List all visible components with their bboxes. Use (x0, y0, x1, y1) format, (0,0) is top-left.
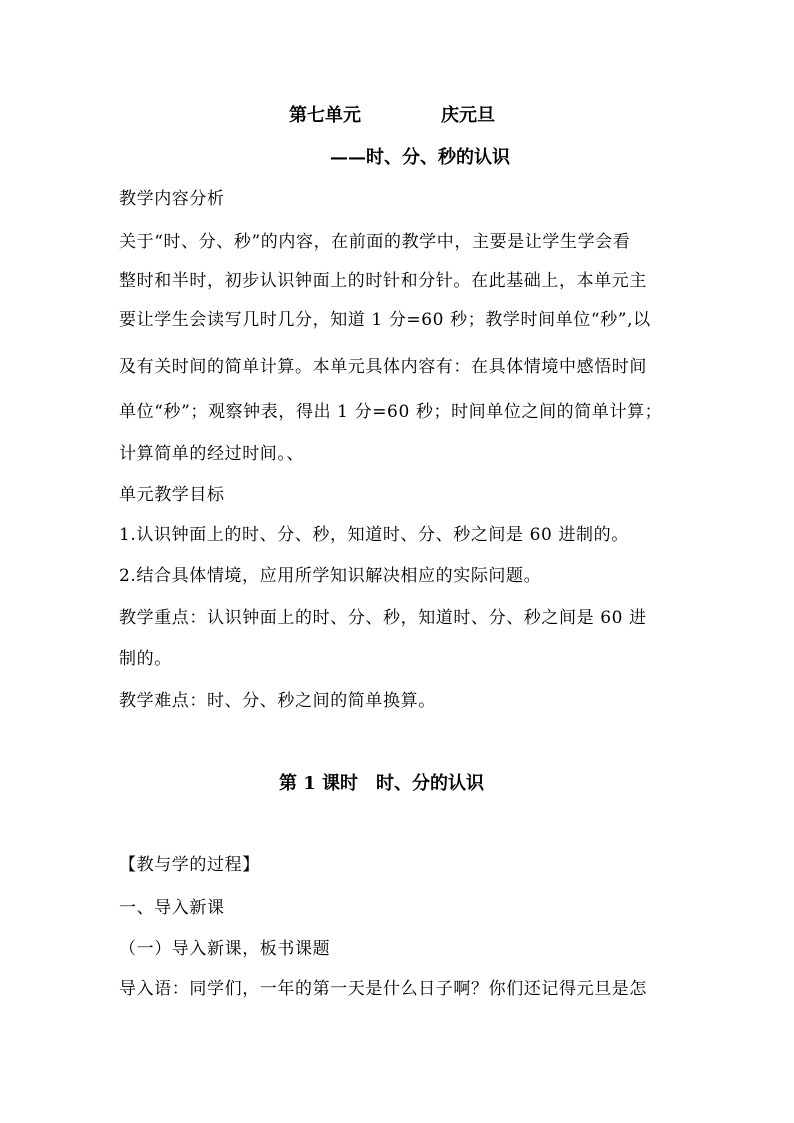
unit-subject: 庆元旦 (441, 105, 495, 126)
goal-item-2: 2.结合具体情境，应用所学知识解决相应的实际问题。 (119, 566, 542, 586)
difficulty: 教学难点：时、分、秒之间的简单换算。 (119, 691, 436, 711)
content-analysis-line: 及有关时间的简单计算。本单元具体内容有：在具体情境中感悟时间 (119, 357, 647, 377)
content-analysis-line: 要让学生会读写几时几分，知道 1 分=60 秒；教学时间单位“秒”,以 (119, 310, 651, 330)
content-analysis-line: 计算简单的经过时间。、 (119, 444, 305, 464)
key-point-line-1: 教学重点：认识钟面上的时、分、秒，知道时、分、秒之间是 60 进 (119, 608, 647, 628)
content-analysis-line: 整时和半时，初步认识钟面上的时针和分针。在此基础上，本单元主 (119, 271, 647, 291)
subsection-heading: （一）导入新课，板书课题 (119, 939, 331, 959)
process-heading: 【教与学的过程】 (119, 855, 260, 875)
content-analysis-line: 单位“秒”；观察钟表，得出 1 分=60 秒；时间单位之间的简单计算； (119, 402, 663, 422)
unit-title: 第七单元 (289, 105, 361, 126)
intro-text: 导入语：同学们，一年的第一天是什么日子啊？你们还记得元旦是怎 (119, 979, 647, 999)
content-analysis-line: 关于“时、分、秒”的内容，在前面的教学中，主要是让学生学会看 (119, 232, 631, 252)
key-point-line-2: 制的。 (119, 649, 172, 669)
content-analysis-heading: 教学内容分析 (119, 189, 225, 209)
goals-heading: 单元教学目标 (119, 485, 225, 505)
unit-subtitle: ——时、分、秒的认识 (330, 147, 510, 168)
lesson-title: 第 1 课时 时、分的认识 (279, 773, 485, 794)
section-heading: 一、导入新课 (119, 898, 225, 918)
goal-item-1: 1.认识钟面上的时、分、秒，知道时、分、秒之间是 60 进制的。 (119, 525, 629, 545)
